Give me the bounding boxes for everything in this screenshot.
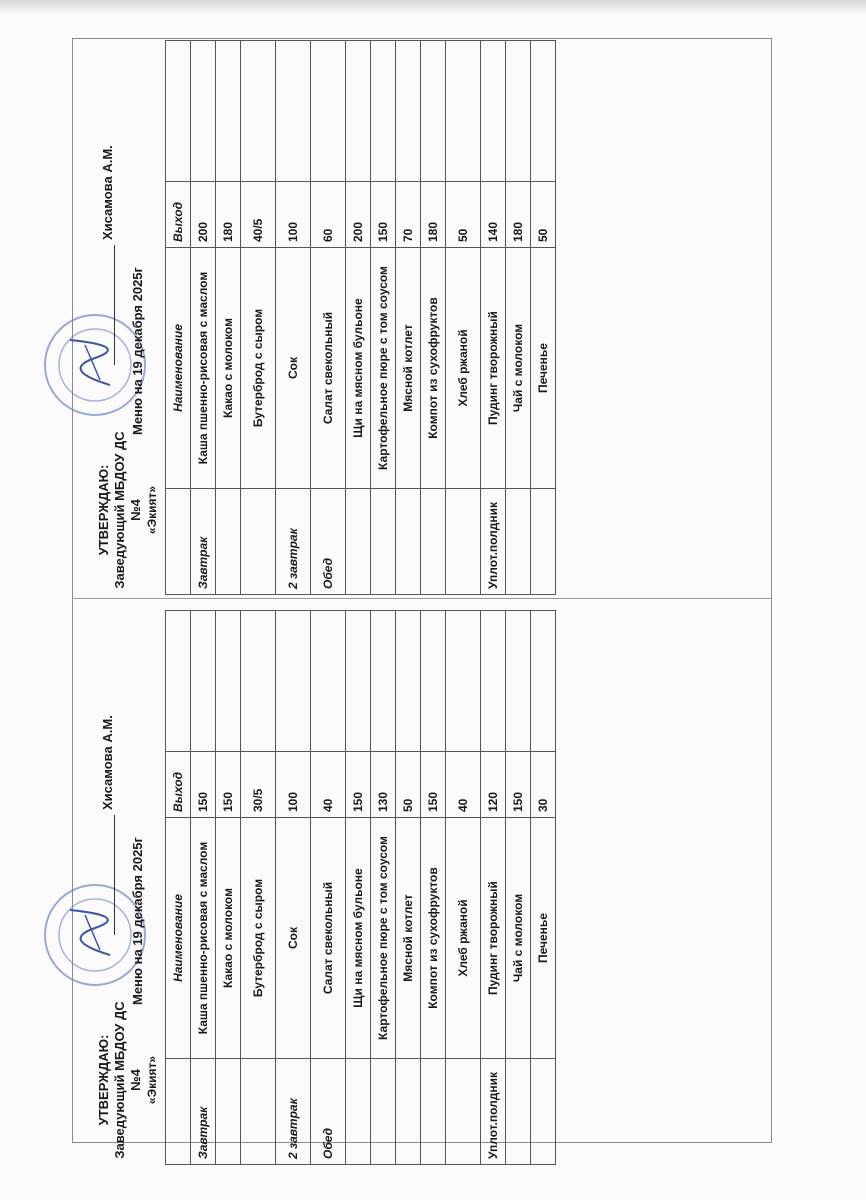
approval-org: «Экият» <box>145 485 159 535</box>
empty-cell <box>446 41 481 182</box>
table-row <box>346 611 371 1165</box>
menu-panel-younger <box>90 605 550 1165</box>
table-row <box>421 41 446 595</box>
empty-cell <box>216 611 241 752</box>
empty-cell <box>241 611 276 752</box>
empty-cell <box>421 41 446 182</box>
empty-cell <box>346 611 371 752</box>
empty-cell <box>421 611 446 752</box>
table-row <box>396 611 421 1165</box>
dish-name: Чай с молоком <box>506 818 531 1059</box>
meal-label: Обед <box>311 1059 346 1165</box>
approval-block <box>96 425 160 595</box>
empty-cell <box>531 1059 556 1165</box>
table-row <box>506 611 531 1165</box>
empty-cell <box>311 41 346 182</box>
table-row <box>506 41 531 595</box>
empty-cell <box>506 611 531 752</box>
empty-cell <box>531 489 556 595</box>
empty-cell <box>421 489 446 595</box>
empty-cell <box>481 41 506 182</box>
empty-cell <box>396 41 421 182</box>
scan-edge <box>0 0 866 14</box>
table-row <box>191 41 216 595</box>
dish-output: 150 <box>216 752 241 818</box>
dish-name: Щи на мясном бульоне <box>346 248 371 489</box>
empty-cell <box>216 489 241 595</box>
dish-name: Какао с молоком <box>216 818 241 1059</box>
empty-cell <box>241 41 276 182</box>
empty-cell <box>191 41 216 182</box>
meal-label: Обед <box>311 489 346 595</box>
table-row <box>191 611 216 1165</box>
table-row <box>311 611 346 1165</box>
empty-header <box>166 41 191 182</box>
empty-cell <box>396 489 421 595</box>
dish-output: 130 <box>371 752 396 818</box>
empty-cell <box>446 489 481 595</box>
empty-cell <box>481 611 506 752</box>
dish-name: Картофельное пюре с том соусом <box>371 248 396 489</box>
meal-label: Завтрак <box>191 1059 216 1165</box>
empty-cell <box>276 611 311 752</box>
empty-cell <box>241 489 276 595</box>
dish-output: 200 <box>346 182 371 248</box>
approval-position: Заведующий МБДОУ ДС №4 <box>112 1001 143 1159</box>
name-header: Наименование <box>166 818 191 1059</box>
meal-header <box>166 489 191 595</box>
empty-cell <box>371 489 396 595</box>
dish-name: Мясной котлет <box>396 248 421 489</box>
empty-cell <box>396 1059 421 1165</box>
empty-cell <box>191 611 216 752</box>
dish-name: Чай с молоком <box>506 248 531 489</box>
dish-name: Компот из сухофруктов <box>421 248 446 489</box>
menu-date-title: Меню на 19 декабря 2025г <box>130 837 145 1005</box>
dish-name: Бутерброд с сыром <box>241 248 276 489</box>
dish-name: Салат свекольный <box>311 248 346 489</box>
empty-cell <box>216 41 241 182</box>
table-row <box>371 611 396 1165</box>
table-header-row <box>166 41 191 595</box>
dish-name: Щи на мясном бульоне <box>346 818 371 1059</box>
dish-name: Пудинг творожный <box>481 818 506 1059</box>
meal-label: Завтрак <box>191 489 216 595</box>
dish-output: 50 <box>446 182 481 248</box>
empty-cell <box>371 41 396 182</box>
empty-cell <box>346 1059 371 1165</box>
table-row <box>531 41 556 595</box>
dish-name: Каша пшенно-рисовая с маслом <box>191 248 216 489</box>
dish-name: Компот из сухофруктов <box>421 818 446 1059</box>
dish-name: Картофельное пюре с том соусом <box>371 818 396 1059</box>
empty-cell <box>311 611 346 752</box>
signature-line <box>114 815 115 935</box>
empty-header <box>166 611 191 752</box>
dish-output: 30 <box>531 752 556 818</box>
dish-output: 150 <box>506 752 531 818</box>
menu-panel-older <box>90 35 550 595</box>
meal-label: 2 завтрак <box>276 489 311 595</box>
dish-output: 120 <box>481 752 506 818</box>
dish-name: Салат свекольный <box>311 818 346 1059</box>
meal-label: 2 завтрак <box>276 1059 311 1165</box>
approval-title: УТВЕРЖДАЮ: <box>96 1034 111 1126</box>
dish-output: 50 <box>531 182 556 248</box>
empty-cell <box>216 1059 241 1165</box>
dish-name: Сок <box>276 818 311 1059</box>
empty-cell <box>506 1059 531 1165</box>
dish-name: Хлеб ржаной <box>446 818 481 1059</box>
output-header: Выход <box>166 182 191 248</box>
table-row <box>276 611 311 1165</box>
table-row <box>216 41 241 595</box>
approval-position: Заведующий МБДОУ ДС №4 <box>112 431 143 589</box>
empty-cell <box>371 1059 396 1165</box>
empty-cell <box>421 1059 446 1165</box>
signer-name: Хисамова А.М. <box>100 145 115 240</box>
dish-output: 200 <box>191 182 216 248</box>
dish-name: Печенье <box>531 818 556 1059</box>
signer-name: Хисамова А.М. <box>100 715 115 810</box>
dish-name: Какао с молоком <box>216 248 241 489</box>
dish-output: 150 <box>346 752 371 818</box>
table-row <box>481 611 506 1165</box>
approval-title: УТВЕРЖДАЮ: <box>96 464 111 556</box>
empty-cell <box>276 41 311 182</box>
dish-name: Сок <box>276 248 311 489</box>
dish-name: Мясной котлет <box>396 818 421 1059</box>
table-row <box>446 611 481 1165</box>
approval-block <box>96 995 160 1165</box>
name-header: Наименование <box>166 248 191 489</box>
dish-name: Каша пшенно-рисовая с маслом <box>191 818 216 1059</box>
dish-name: Печенье <box>531 248 556 489</box>
dish-output: 40/5 <box>241 182 276 248</box>
table-row <box>396 41 421 595</box>
dish-output: 40 <box>446 752 481 818</box>
empty-cell <box>371 611 396 752</box>
table-row <box>371 41 396 595</box>
dish-output: 180 <box>421 182 446 248</box>
empty-cell <box>346 489 371 595</box>
empty-cell <box>241 1059 276 1165</box>
meal-label: Уплот.полдник <box>481 489 506 595</box>
dish-output: 150 <box>371 182 396 248</box>
dish-output: 30/5 <box>241 752 276 818</box>
table-row <box>276 41 311 595</box>
empty-cell <box>396 611 421 752</box>
page-divider <box>72 598 772 599</box>
empty-cell <box>531 611 556 752</box>
menu-date-title: Меню на 19 декабря 2025г <box>130 267 145 435</box>
table-row <box>531 611 556 1165</box>
empty-cell <box>506 41 531 182</box>
empty-cell <box>346 41 371 182</box>
signature-line <box>114 245 115 365</box>
dish-output: 60 <box>311 182 346 248</box>
meal-label: Уплот.полдник <box>481 1059 506 1165</box>
menu-table <box>165 610 556 1165</box>
meal-header <box>166 1059 191 1165</box>
dish-output: 70 <box>396 182 421 248</box>
dish-output: 150 <box>191 752 216 818</box>
table-row <box>311 41 346 595</box>
dish-name: Пудинг творожный <box>481 248 506 489</box>
dish-output: 180 <box>216 182 241 248</box>
table-row <box>481 41 506 595</box>
dish-output: 40 <box>311 752 346 818</box>
table-row <box>241 41 276 595</box>
empty-cell <box>531 41 556 182</box>
dish-output: 140 <box>481 182 506 248</box>
dish-output: 100 <box>276 182 311 248</box>
table-row <box>241 611 276 1165</box>
table-row <box>421 611 446 1165</box>
dish-name: Бутерброд с сыром <box>241 818 276 1059</box>
empty-cell <box>446 1059 481 1165</box>
dish-output: 180 <box>506 182 531 248</box>
menu-table <box>165 40 556 595</box>
empty-cell <box>506 489 531 595</box>
table-header-row <box>166 611 191 1165</box>
table-row <box>446 41 481 595</box>
empty-cell <box>446 611 481 752</box>
approval-org: «Экият» <box>145 1055 159 1105</box>
table-row <box>346 41 371 595</box>
output-header: Выход <box>166 752 191 818</box>
dish-name: Хлеб ржаной <box>446 248 481 489</box>
dish-output: 150 <box>421 752 446 818</box>
table-row <box>216 611 241 1165</box>
dish-output: 50 <box>396 752 421 818</box>
dish-output: 100 <box>276 752 311 818</box>
